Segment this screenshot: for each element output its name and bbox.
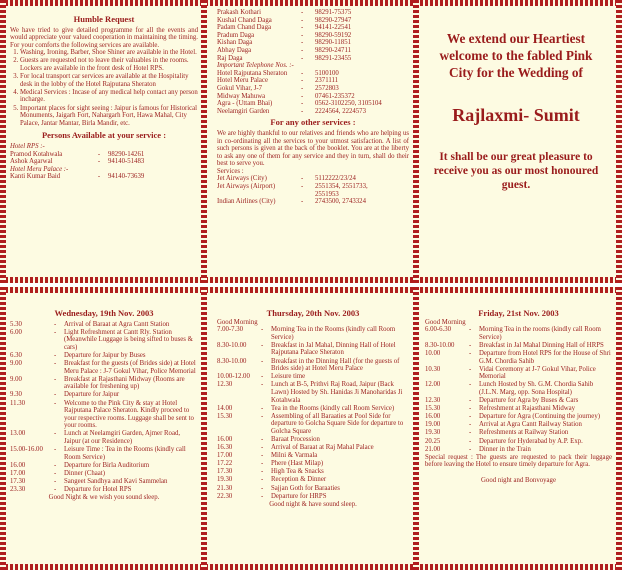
contact-row: Raj Daga - 98291-23455 [217,54,352,62]
schedule-row: 10.00 - Departure from Hotel RPS for the House of Shri G.M. Chordia Sahib [425,349,611,365]
person-row: Ashok Agarwal - 94140-51483 [10,158,145,166]
day3-greeting: Good Morning [425,318,466,326]
day1-title: Wednesday, 19th Nov. 2003 [54,308,154,318]
schedule-row: 9.30 - Departure for Jaipur [10,391,120,399]
schedule-row: 13.00 - Lunch at Neelamgiri Garden, Ajmer Road, Jaipur (at our Residence) [10,430,181,445]
person-group: Hotel Meru Palace :- [10,165,69,173]
schedule-row: 16.00 - Departure for Agra (Continuing the journey) [425,413,600,421]
day2-footer: Good night & have sound sleep. [269,500,357,508]
schedule-row: 8.30-10.00 - Breakfast in Jal Mahal, Dinning Hall of Hotel Rajputana Palace Sheraton [217,341,396,357]
contact-row: Abhay Daga - 98290-24711 [217,46,351,54]
list-item: 2. Guests are requested not to leave their valuables in the rooms. Lockers are available in the front desk of Hotel RPS. [20,57,198,72]
contact-row: Gokul Vihar, J-7 - 2572803 [217,84,339,92]
schedule-row: 17.22 - Phere (Hast Milap) [217,460,324,468]
schedule-row: 16.00 - Departure for Birla Auditorium [10,461,150,469]
schedule-row: 12.30 - Departure for Agra by Buses & Cars [425,397,579,405]
schedule-row: 23.30 - Departure for Hotel RPS [10,486,132,494]
telephone-list [217,70,409,116]
schedule-row: 17.00 - Dinner (Chaat) [10,469,105,477]
schedule-row: 14.00 - Tea in the Rooms (kindly call Room Service) [217,404,395,412]
contact-row: Midway Mahuwa - 07461-235372 [217,92,355,100]
schedule-row: 9.00 - Breakfast at Rajasthani Midway (Rooms are available for freshening up) [10,375,185,391]
day2-title: Thursday, 20th Nov. 2003 [266,308,360,318]
decorative-border-left [0,287,6,570]
contact-row: Prakash Kothari - 98291-75375 [217,9,352,16]
pleasure-text: It shall be our great pleasure to receive you as our most honoured guest. [433,151,599,191]
other-services-title: For any other services : [270,117,356,128]
schedule-row: 12.00 - Lunch Hosted by Sh. G.M. Chordia Sahib (J.L.N. Marg, opp. Sona Hospital) [425,381,594,396]
decorative-border-fold-2 [413,287,419,570]
schedule-row: 6.30 - Departure for Jaipur by Buses [10,351,146,359]
contact-row: Kishan Daga - 98290-11851 [217,39,351,47]
contact-row: Padam Chand Daga - 94141-22541 [217,24,352,32]
decorative-border-top [0,287,622,293]
schedule-row: 11.30 - Welcome to the Pink City & stay at Hotel Rajputana Palace Sheraton. Kindly proceed to your respective rooms. Luggage shall be sent to your rooms. [10,399,194,430]
day3-schedule [425,308,612,570]
decorative-border-fold-1 [201,287,207,570]
contact-row: Agra - (Uttam Bhai) - 0562-3102250, 3105104 [217,100,382,108]
contact-row: Hotel Meru Palace - 2371111 [217,77,339,85]
decorative-border-left [0,0,6,283]
list-item: 1. Washing, Ironing, Barber, Shoe Shiner are available in the Hotel. [20,49,198,57]
schedule-row: 21.30 - Sajjan Goth for Baraaties [217,484,340,492]
schedule-row: 16.30 - Arrival of Baraat at Raj Mahal Palace [217,444,374,452]
person-row: Pramod Kotahwala - 98290-14261 [10,150,145,158]
contact-row: Kushal Chand Daga - 98290-27947 [217,16,352,24]
schedule-row: 15.00-16.00 - Leisure Time : Tea in the Rooms (kindly call Room Service) [10,446,186,461]
person-group: Hotel RPS :- [10,142,45,150]
schedule-row: 19.30 - Reception & Dinner [217,476,327,484]
day3-title: Friday, 21st Nov. 2003 [478,308,559,318]
list-item: 4. Medical Services : Incase of any medical help contact any person incharge. [20,89,198,104]
contact-row: Hotel Rajputana Sheraton - 5100100 [217,69,339,77]
schedule-row: 12.30 - Lunch at B-5, Prithvi Raj Road, Jaipur (Back Lawn) Hosted by Sh. Hanidas Ji Manoharidas Ji Kotahwala [217,381,403,404]
couple-names: Rajlaxmi- Sumit [452,105,580,125]
panel-humble-request [10,14,198,283]
schedule-row: 19.30 - Refreshments at Railway Station [425,429,569,437]
special-request-note: Special request : The guests are requested to pack their luggage before leaving the Hotel to ensure timely departure for Agra. [425,453,612,469]
decorative-border-top [0,0,622,6]
persons-title: Persons Available at your service : [41,130,167,141]
schedule-row: 10.00-12.00 - Leisure time [217,373,306,381]
schedule-row: 8.30-10.00 - Breakfast in Jal Mahal Dinning Hall of HRPS [425,341,604,349]
schedule-row: 7.00-7.30 - Morning Tea in the Rooms (kindly call Room Service) [217,326,396,341]
top-sheet [0,0,622,283]
decorative-border-fold-2 [413,0,419,283]
schedule-row: 15.30 - Refreshment at Rajasthani Midway [425,405,576,413]
decorative-border-right [616,287,622,570]
services-label: Services : [217,167,244,175]
schedule-row: 17.30 - Sangeet Sandhya and Kavi Sammelan [10,477,168,485]
schedule-row: 16.00 - Baraat Procession [217,436,320,443]
schedule-row: 6.00 - Light Refreshment at Cantt Rly. Station (Meanwhile Luggage is being sifted to buses & cars) [10,328,193,351]
airline-list [217,175,409,205]
day3-footer: Good night and Bonvoyage [481,476,556,484]
schedule-row: 17.00 - Milni & Varmala [217,452,318,460]
day1-footer: Good Night & we wish you sound sleep. [48,494,160,502]
schedule-row: 5.30 - Arrival of Baraat at Agra Cantt Station [10,320,170,328]
bottom-sheet [0,287,622,570]
schedule-row: 20.25 - Departure for Hyderabad by A.P. Exp. [425,437,583,445]
contact-row: Jet Airways (Airport) - 2551354, 2551733, 2551953 [217,183,368,198]
day2-schedule [217,308,409,570]
contact-row: Jet Airways (City) - 5112222/23/24 [217,175,356,183]
contact-row: Neelamgiri Garden - 2224564, 2224573 [217,107,366,115]
decorative-border-fold-1 [201,0,207,283]
persons-list [10,143,198,181]
schedule-row: 21.00 - Dinner in the Train [425,445,531,453]
humble-request-intro: We have tried to give detailed programme for all the events and would appreciate your valued cooperation in maintaining the timing. For your comforts the following services are available. [10,26,198,49]
contact-row: Indian Airlines (City) - 2743500, 2743324 [217,198,366,206]
services-list [10,49,198,127]
schedule-row: 17.30 - High Tea & Snacks [217,468,324,476]
other-services-text: We are highly thankful to our relatives and friends who are helping us in co-ordinating all the services to your utmost satisfaction. A list of such persons is given at the back of the booklet. You are at the liberty to ask any one of them for any service and they in turn, shall do their best to serve you. [217,129,409,168]
schedule-row: 9.00 - Breakfast for the guests (of Brides side) at Hotel Meru Palace : J-7 Gokul Vihar, Police Memorial [10,360,196,375]
humble-request-title: Humble Request [73,14,135,24]
contact-row: Pradum Daga - 98290-59192 [217,31,352,39]
family-contacts [217,9,409,62]
schedule-row: 15.30 - Assembling of all Baraaties at Pool Side for departure to Golcha Square Side for departure to Golcha Square [217,412,404,435]
panel-contacts [217,9,409,283]
person-row: Kanti Kumar Baid - 94140-73639 [10,173,145,181]
schedule-row: 19.00 - Arrival at Agra Cantt Railway Station [425,421,582,429]
list-item: 5. Important places for sight seeing : Jaipur is famous for Historical Monuments, Jaigarh Fort, Nahargarh Fort, Hawa Mahal, City Palace, Jantar Mantar, Birla Mandir, etc. [20,105,198,128]
schedule-row: 8.30-10.00 - Breakfast in the Dinning Hall (for the guests of Brides side) at Hotel Meru Palace [217,357,400,373]
panel-welcome [430,30,602,192]
list-item: 3. For local transport car services are available at the Hospitality desk in the lobby of the Hotel Rajputana Sheraton [20,73,198,88]
welcome-text: We extend our Heartiest welcome to the fabled Pink City for the Wedding of [439,31,593,80]
day2-greeting: Good Morning [217,318,258,326]
schedule-row: 22.30 - Departure for HRPS [217,492,327,500]
decorative-border-right [616,0,622,283]
day1-schedule [10,308,198,570]
schedule-row: 6.00-6.30 - Morning Tea in the rooms (kindly call Room Service) [425,326,601,341]
telephone-title: Important Telephone Nos. :- [217,62,294,70]
schedule-row: 10.30 - Vidai Ceremony at J-7 Gokul Vihar, Police Memorial [425,365,596,381]
